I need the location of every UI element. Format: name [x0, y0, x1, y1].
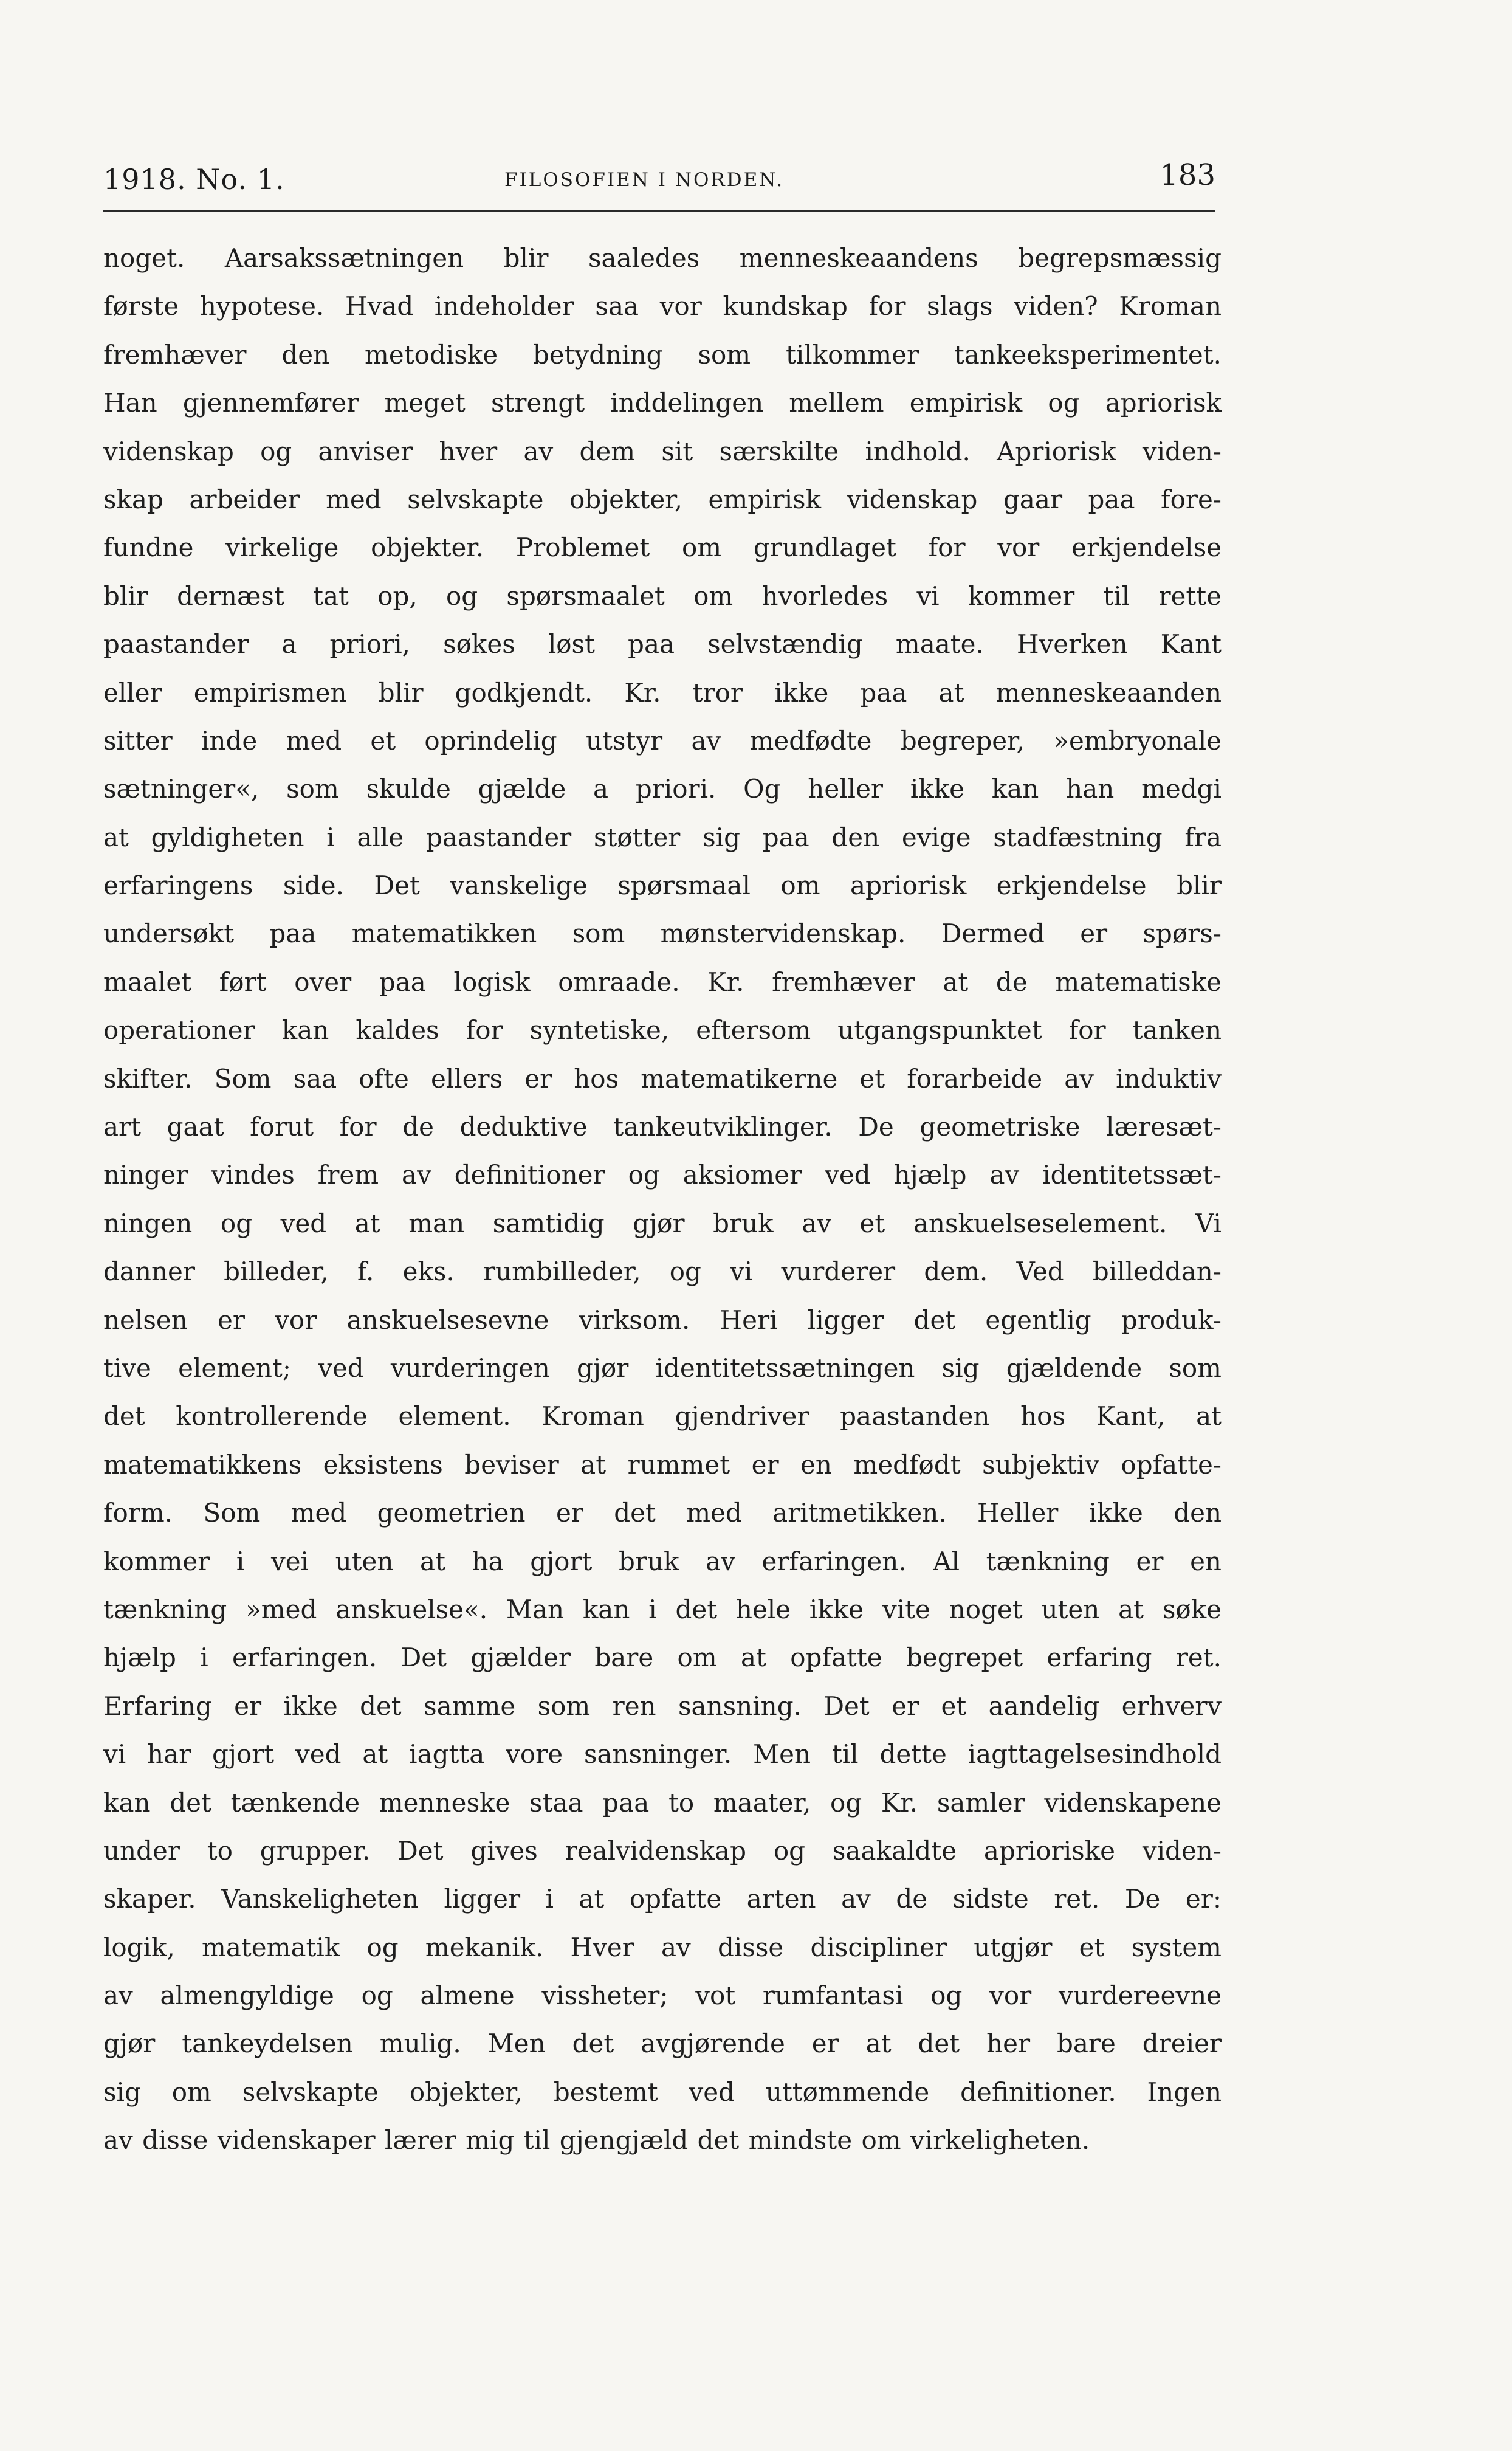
text-line: art gaat forut for de deduktive tankeutviklinger. De geometriske læresæt-	[103, 1112, 1222, 1142]
text-line: kommer i vei uten at ha gjort bruk av erfaringen. Al tænkning er en	[103, 1546, 1222, 1576]
text-line: erfaringens side. Det vanskelige spørsmaal om apriorisk erkjendelse blir	[103, 870, 1222, 901]
text-line: skaper. Vanskeligheten ligger i at opfatte arten av de sidste ret. De er:	[103, 1884, 1222, 1914]
text-line: sætninger«, som skulde gjælde a priori. Og heller ikke kan han medgi	[103, 774, 1222, 804]
text-line: vi har gjort ved at iagtta vore sansninger. Men til dette iagttagelsesindhold	[103, 1739, 1222, 1770]
text-line: hjælp i erfaringen. Det gjælder bare om at opfatte begrepet erfaring ret.	[103, 1643, 1222, 1673]
text-line: Han gjennemfører meget strengt inddelingen mellem empirisk og apriorisk	[103, 388, 1222, 418]
text-line: noget. Aarsakssætningen blir saaledes menneskeaandens begrepsmæssig	[103, 243, 1222, 273]
text-line: av disse videnskaper lærer mig til gjengjæld det mindste om virkeligheten.	[103, 2125, 1090, 2156]
text-line: matematikkens eksistens beviser at rummet er en medfødt subjektiv opfatte-	[103, 1449, 1222, 1480]
text-line: operationer kan kaldes for syntetiske, eftersom utgangspunktet for tanken	[103, 1015, 1222, 1046]
running-header	[103, 158, 1215, 207]
text-line: sig om selvskapte objekter, bestemt ved uttømmende definitioner. Ingen	[103, 2077, 1222, 2107]
header-divider	[103, 210, 1215, 212]
text-line: form. Som med geometrien er det med aritmetikken. Heller ikke den	[103, 1498, 1222, 1528]
text-line: ninger vindes frem av definitioner og aksiomer ved hjælp av identitetssæt-	[103, 1160, 1222, 1190]
text-line: videnskap og anviser hver av dem sit særskilte indhold. Apriorisk viden-	[103, 436, 1222, 466]
text-line: nelsen er vor anskuelsesevne virksom. Heri ligger det egentlig produk-	[103, 1305, 1222, 1335]
text-line: kan det tænkende menneske staa paa to maater, og Kr. samler videnskapene	[103, 1787, 1222, 1818]
text-line: logik, matematik og mekanik. Hver av disse discipliner utgjør et system	[103, 1932, 1222, 1962]
text-line: at gyldigheten i alle paastander støtter sig paa den evige stadfæstning fra	[103, 822, 1222, 852]
text-line: det kontrollerende element. Kroman gjendriver paastanden hos Kant, at	[103, 1401, 1222, 1432]
text-line: Erfaring er ikke det samme som ren sansning. Det er et aandelig erhverv	[103, 1691, 1222, 1721]
text-line: paastander a priori, søkes løst paa selvstændig maate. Hverken Kant	[103, 629, 1222, 660]
text-line: tive element; ved vurderingen gjør identitetssætningen sig gjældende som	[103, 1353, 1222, 1383]
running-title: FILOSOFIEN I NORDEN.	[504, 169, 785, 191]
text-line: under to grupper. Det gives realvidenskap og saakaldte aprioriske viden-	[103, 1835, 1222, 1866]
text-line: maalet ført over paa logisk omraade. Kr. fremhæver at de matematiske	[103, 967, 1222, 997]
page-number: 183	[1160, 158, 1215, 192]
body-text	[103, 234, 1222, 2165]
text-line: skifter. Som saa ofte ellers er hos matematikerne et forarbeide av induktiv	[103, 1063, 1222, 1094]
text-line: gjør tankeydelsen mulig. Men det avgjørende er at det her bare dreier	[103, 2029, 1222, 2059]
text-line: av almengyldige og almene vissheter; vot rumfantasi og vor vurdereevne	[103, 1980, 1222, 2011]
text-line: skap arbeider med selvskapte objekter, empirisk videnskap gaar paa fore-	[103, 484, 1222, 514]
text-line: danner billeder, f. eks. rumbilleder, og vi vurderer dem. Ved billeddan-	[103, 1257, 1222, 1287]
issue-label: 1918. No. 1.	[103, 163, 285, 196]
text-line: fundne virkelige objekter. Problemet om grundlaget for vor erkjendelse	[103, 533, 1222, 563]
text-line: blir dernæst tat op, og spørsmaalet om hvorledes vi kommer til rette	[103, 581, 1222, 611]
text-line: ningen og ved at man samtidig gjør bruk av et anskuelseselement. Vi	[103, 1208, 1222, 1238]
text-line: sitter inde med et oprindelig utstyr av medfødte begreper, »embryonale	[103, 725, 1222, 756]
text-line: tænkning »med anskuelse«. Man kan i det hele ikke vite noget uten at søke	[103, 1594, 1222, 1624]
text-line: eller empirismen blir godkjendt. Kr. tror ikke paa at menneskeaanden	[103, 677, 1222, 708]
text-line: undersøkt paa matematikken som mønstervidenskap. Dermed er spørs-	[103, 919, 1222, 949]
text-line: første hypotese. Hvad indeholder saa vor kundskap for slags viden? Kroman	[103, 291, 1222, 322]
text-line: fremhæver den metodiske betydning som tilkommer tankeeksperimentet.	[103, 339, 1222, 370]
